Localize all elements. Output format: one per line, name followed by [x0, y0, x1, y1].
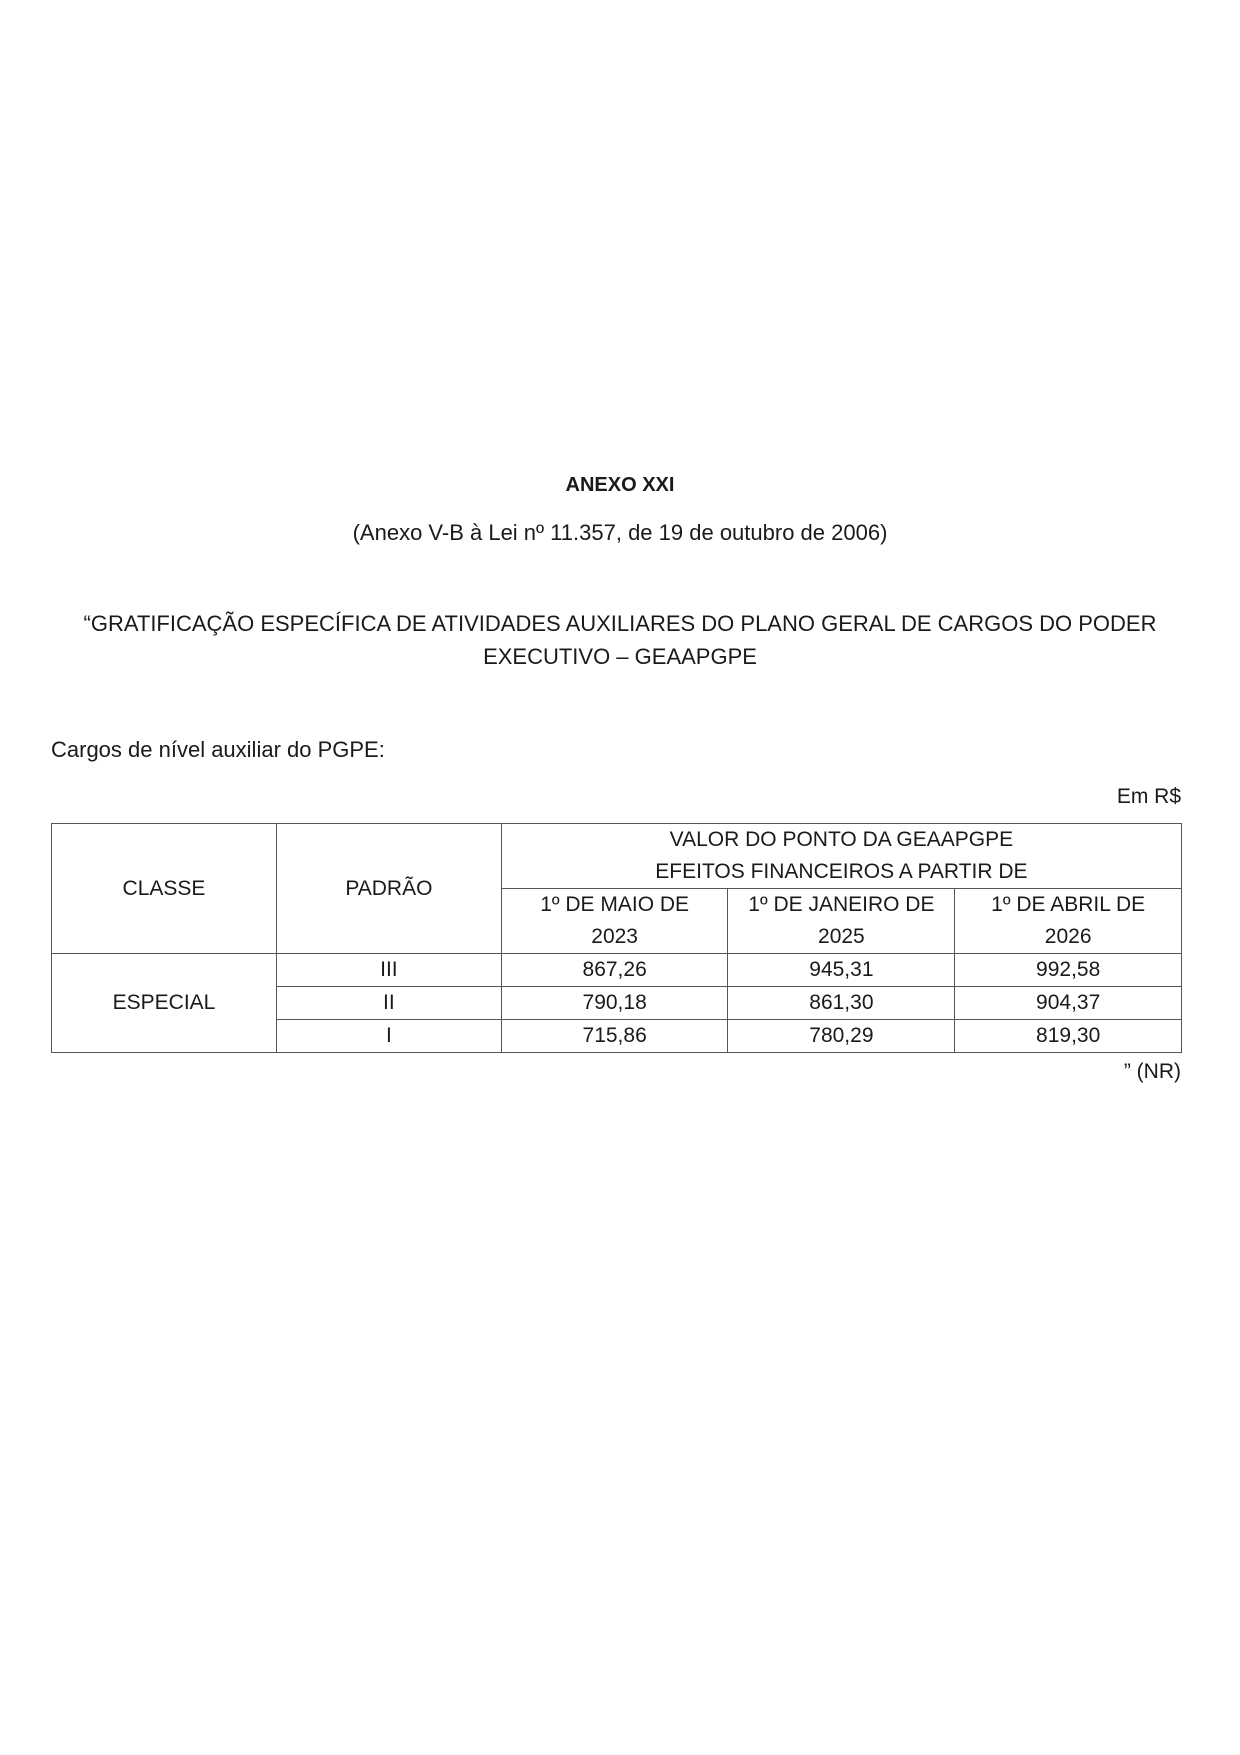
- header-group: [501, 824, 1181, 889]
- currency-unit: Em R$: [1116, 785, 1181, 808]
- header-date-line-2: 2023: [591, 925, 638, 948]
- header-group-line-1: VALOR DO PONTO DA GEAAPGPE: [669, 828, 1014, 851]
- header-date-2025: [728, 889, 955, 954]
- cell-value: 867,26: [501, 954, 728, 987]
- cell-value: 819,30: [955, 1020, 1182, 1053]
- header-date-2026: [955, 889, 1182, 954]
- cell-value: 904,37: [955, 987, 1182, 1020]
- cell-padrao: II: [276, 987, 501, 1020]
- cell-value: 715,86: [501, 1020, 728, 1053]
- closing-mark: ” (NR): [1123, 1060, 1181, 1083]
- cell-value: 861,30: [728, 987, 955, 1020]
- intro-text: Cargos de nível auxiliar do PGPE:: [51, 737, 385, 762]
- header-date-line-1: 1º DE JANEIRO DE: [748, 893, 935, 916]
- geaapgpe-table: [51, 823, 1182, 1053]
- header-date-line-1: 1º DE MAIO DE: [540, 893, 690, 916]
- document-title: ANEXO XXI: [565, 474, 675, 496]
- section-heading: [60, 607, 1180, 673]
- section-heading-line-1: “GRATIFICAÇÃO ESPECÍFICA DE ATIVIDADES AUXILIARES DO PLANO GERAL DE CARGOS DO PODER: [83, 611, 1157, 636]
- document-subtitle: (Anexo V-B à Lei nº 11.357, de 19 de outubro de 2006): [352, 520, 888, 545]
- table-header-row: [52, 824, 1182, 889]
- cell-classe: ESPECIAL: [52, 954, 277, 1053]
- cell-value: 992,58: [955, 954, 1182, 987]
- header-date-line-1: 1º DE ABRIL DE: [991, 893, 1146, 916]
- header-date-line-2: 2026: [1044, 925, 1092, 948]
- header-padrao: PADRÃO: [276, 824, 501, 954]
- section-heading-line-2: EXECUTIVO – GEAAPGPE: [483, 644, 757, 669]
- header-date-2023: [501, 889, 728, 954]
- cell-value: 945,31: [728, 954, 955, 987]
- header-date-line-2: 2025: [818, 925, 865, 948]
- header-group-line-2: EFEITOS FINANCEIROS A PARTIR DE: [655, 860, 1028, 883]
- cell-padrao: I: [276, 1020, 501, 1053]
- cell-value: 790,18: [501, 987, 728, 1020]
- table-row: [52, 954, 1182, 987]
- cell-padrao: III: [276, 954, 501, 987]
- cell-value: 780,29: [728, 1020, 955, 1053]
- header-classe: CLASSE: [52, 824, 277, 954]
